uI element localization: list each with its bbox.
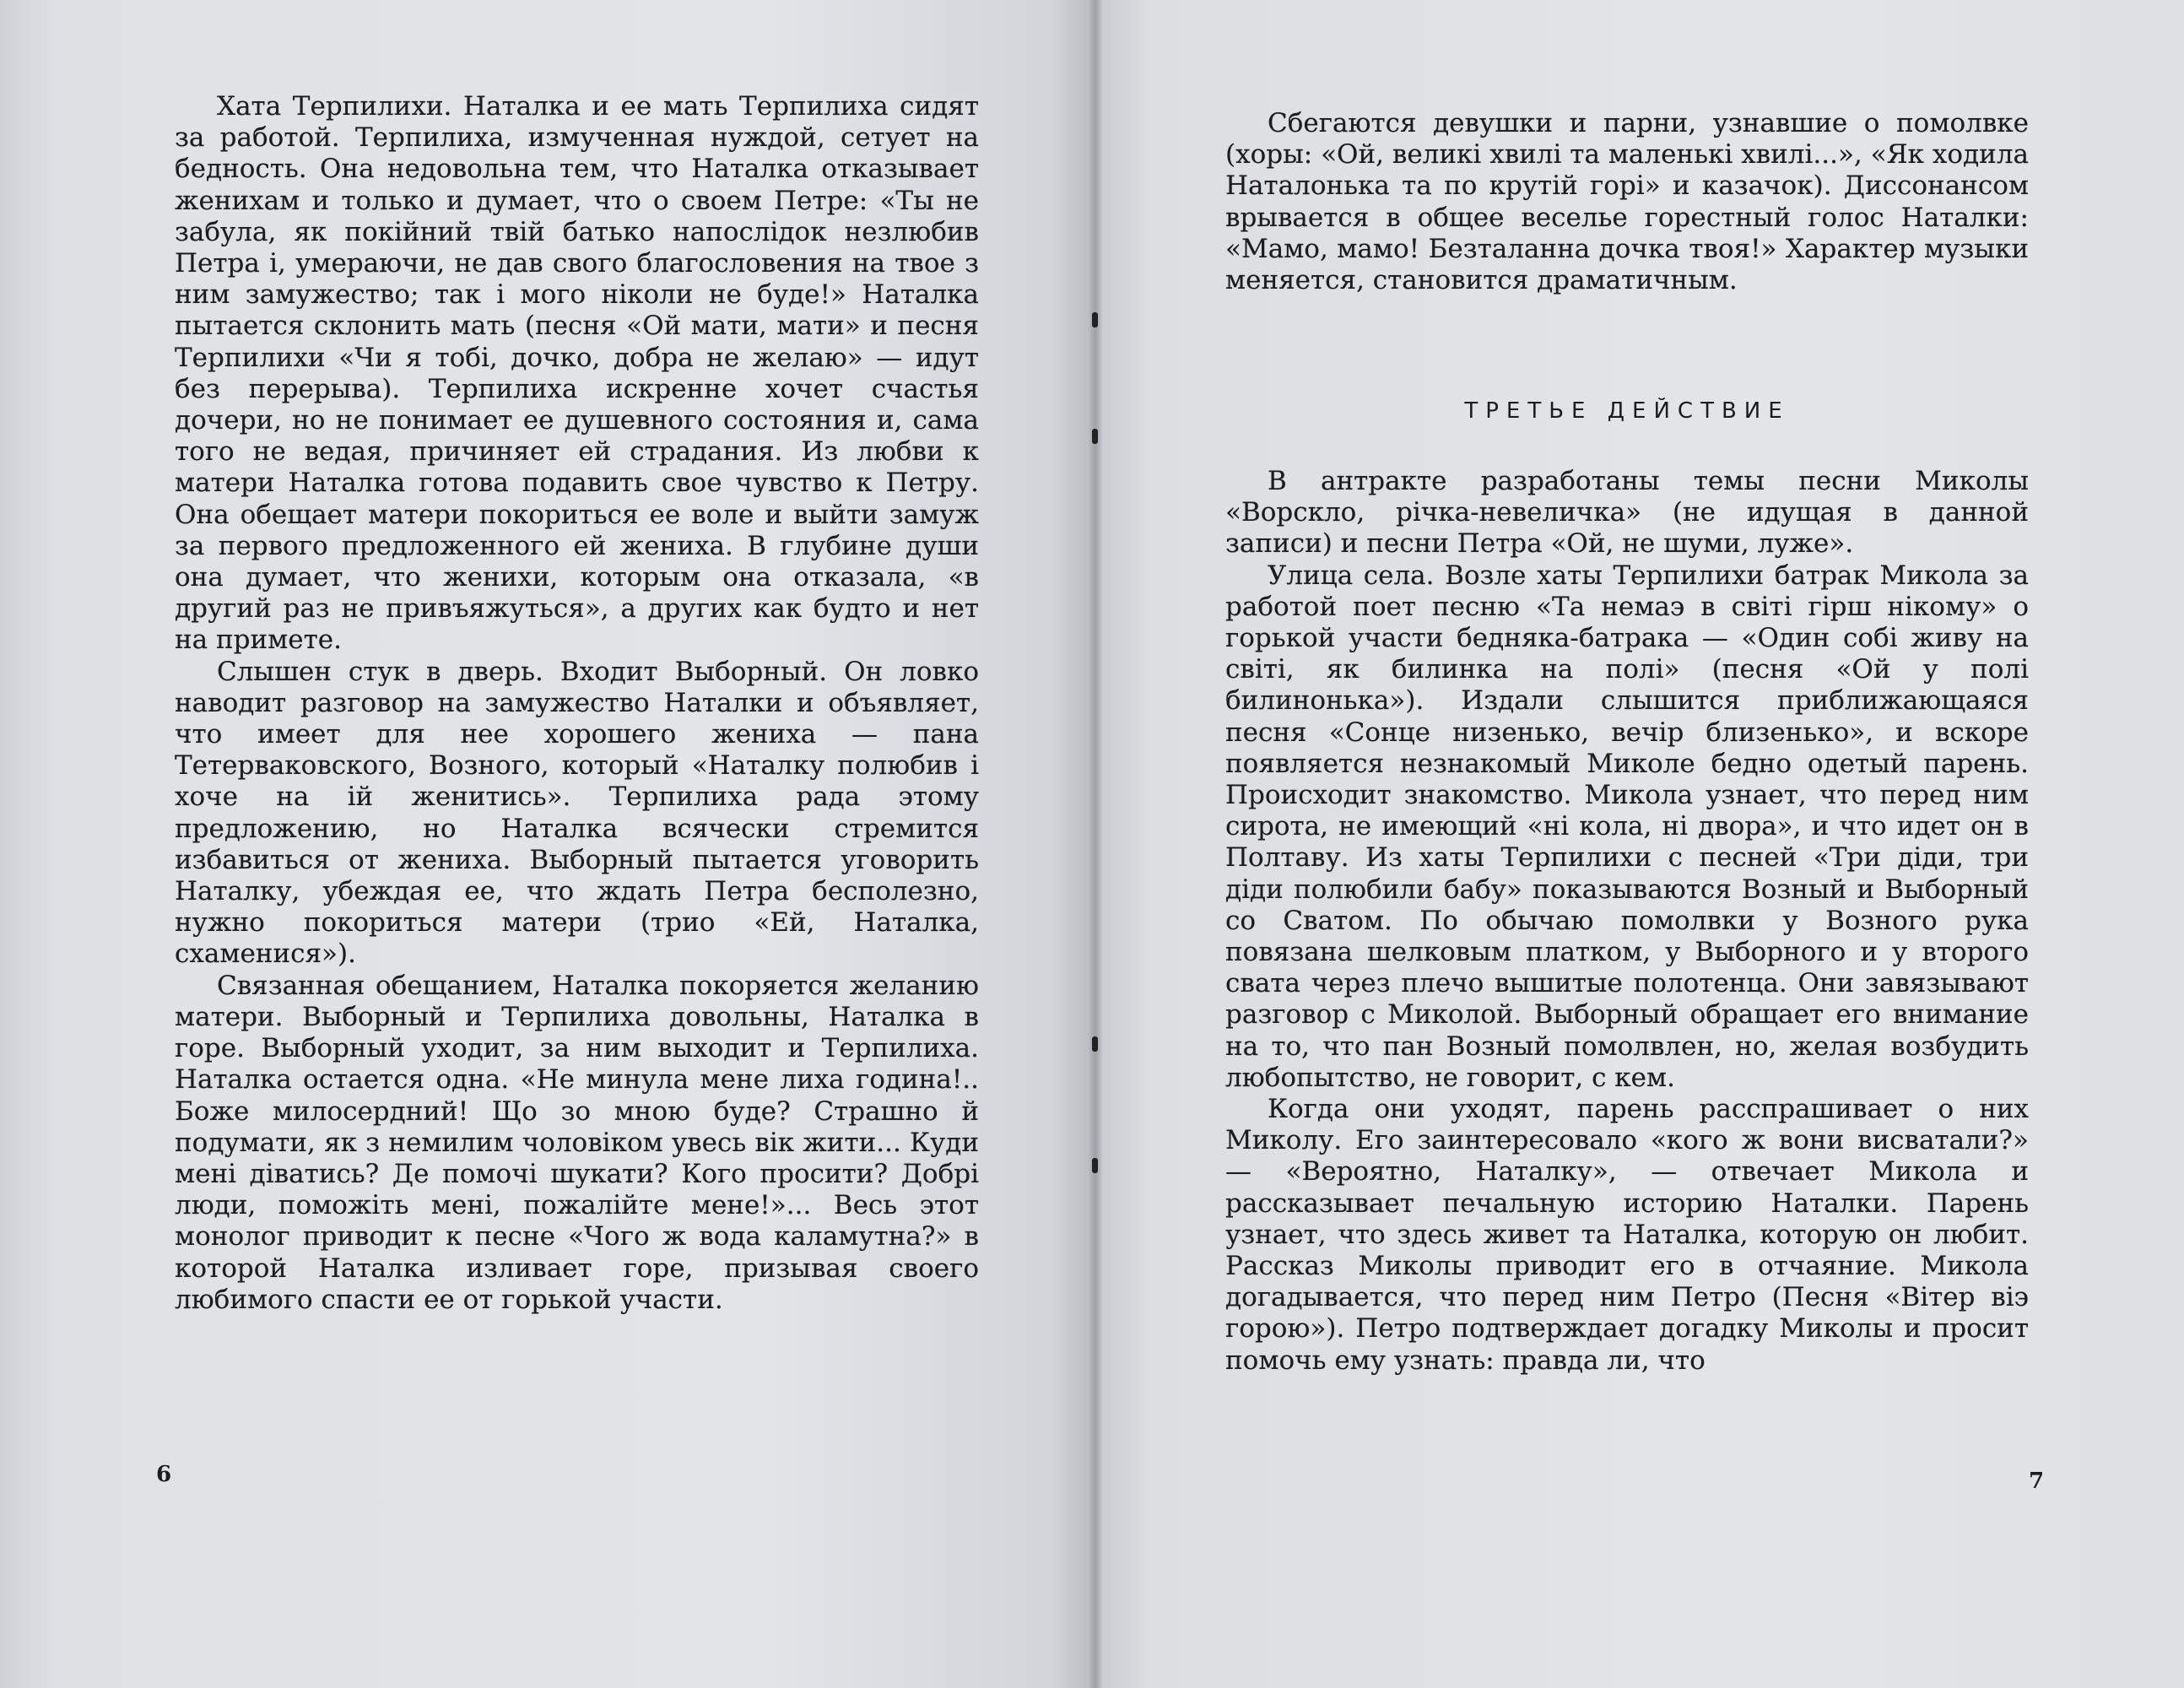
- staple-mark: [1092, 312, 1098, 327]
- page-number-right: 7: [2029, 1469, 2045, 1494]
- page-number-left: 6: [156, 1462, 172, 1487]
- staple-mark: [1092, 429, 1098, 444]
- section-heading: ТРЕТЬЕ ДЕЙСТВИЕ: [1464, 398, 1790, 424]
- paragraph: Сбегаются девушки и парни, узнавшие о помолвке (хоры: «Ой, великі хвилі та маленькі хвилі...», «Як ходила Наталонька та по крутій горі» и казачок). Диссонансом врывается в общее веселье горестный голос Наталки: «Мамо, мамо! Безталанна дочка твоя!» Характер музыки меняется, становится драматичным.: [1225, 108, 2029, 296]
- staple-mark: [1092, 1036, 1098, 1052]
- right-page-intro: [1225, 108, 2029, 296]
- staple-mark: [1092, 1158, 1098, 1173]
- book-gutter: [1089, 0, 1102, 1688]
- paragraph: Слышен стук в дверь. Входит Выборный. Он ловко наводит разговор на замужество Наталки и объявляет, что имеет для нее хорошего жениха — пана Тетерваковского, Возного, который «Наталку полюбив і хоче на ій женитись». Терпилиха рада этому предложению, но Наталка всячески стремится избавиться от жениха. Выборный пытается уговорить Наталку, убеждая ее, что ждать Петра бесполезно, нужно покориться матери (трио «Ей, Наталка, схаменися»).: [175, 656, 979, 970]
- paragraph: Связанная обещанием, Наталка покоряется желанию матери. Выборный и Терпилиха довольны, Наталка в горе. Выборный уходит, за ним выходит и Терпилиха. Наталка остается одна. «Не минула мене лиха година!.. Боже милосердний! Що зо мною буде? Страшно й подумати, як з немилим чоловіком увесь вік жити... Куди мені діватись? Де помочі шукати? Кого просити? Добрі люди, поможіть мені, пожалійте мене!»... Весь этот монолог приводит к песне «Чого ж вода каламутна?» в которой Наталка изливает горе, призывая своего любимого спасти ее от горькой участи.: [175, 970, 979, 1315]
- paragraph: Когда они уходят, парень расспрашивает о них Миколу. Его заинтересовало «кого ж вони висватали?» — «Вероятно, Наталку», — отвечает Микола и рассказывает печальную историю Наталки. Парень узнает, что здесь живет та Наталка, которую он любит. Рассказ Миколы приводит его в отчаяние. Микола догадывается, что перед ним Петро (Песня «Вітер віэ горою»). Петро подтверждает догадку Миколы и просит помочь ему узнать: правда ли, что: [1225, 1094, 2029, 1376]
- paragraph: В антракте разработаны темы песни Миколы «Ворскло, річка-невеличка» (не идущая в данной записи) и песни Петра «Ой, не шуми, луже».: [1225, 466, 2029, 560]
- paragraph: Улица села. Возле хаты Терпилихи батрак Микола за работой поет песню «Та немаэ в світі гірш нікому» о горькой участи бедняка-батрака — «Один собі живу на світі, як билинка на полі» (песня «Ой у полі билинонька»). Издали слышится приближающаяся песня «Сонце низенько, вечір близенько», и вскоре появляется незнакомый Миколе бедно одетый парень. Происходит знакомство. Микола узнает, что перед ним сирота, не имеющий «ні кола, ні двора», и что идет он в Полтаву. Из хаты Терпилихи с песней «Три діди, три діди полюбили бабу» показываются Возный и Выборный со Сватом. По обычаю помолвки у Возного рука повязана шелковым платком, у Выборного и у второго свата через плечо вышитые полотенца. Они завязывают разговор с Миколой. Выборный обращает его внимание на то, что пан Возный помолвлен, но, желая возбудить любопытство, не говорит, с кем.: [1225, 560, 2029, 1093]
- left-page-body: [175, 91, 979, 1316]
- right-page-body: [1225, 466, 2029, 1377]
- paragraph: Хата Терпилихи. Наталка и ее мать Терпилиха сидят за работой. Терпилиха, измученная нуждой, сетует на бедность. Она недовольна тем, что Наталка отказывает женихам и только и думает, что о своем Петре: «Ты не забула, як покійний твій батько напослідок незлюбив Петра і, умераючи, не дав свого благословения на твое з ним замужество; так і мого ніколи не буде!» Наталка пытается склонить мать (песня «Ой мати, мати» и песня Терпилихи «Чи я тобі, дочко, добра не желаю» — идут без перерыва). Терпилиха искренне хочет счастья дочери, но не понимает ее душевного состояния и, сама того не ведая, причиняет ей страдания. Из любви к матери Наталка готова подавить свое чувство к Петру. Она обещает матери покориться ее воле и выйти замуж за первого предложенного ей жениха. В глубине души она думает, что женихи, которым она отказала, «в другий раз не привъяжуться», а других как будто и нет на примете.: [175, 91, 979, 656]
